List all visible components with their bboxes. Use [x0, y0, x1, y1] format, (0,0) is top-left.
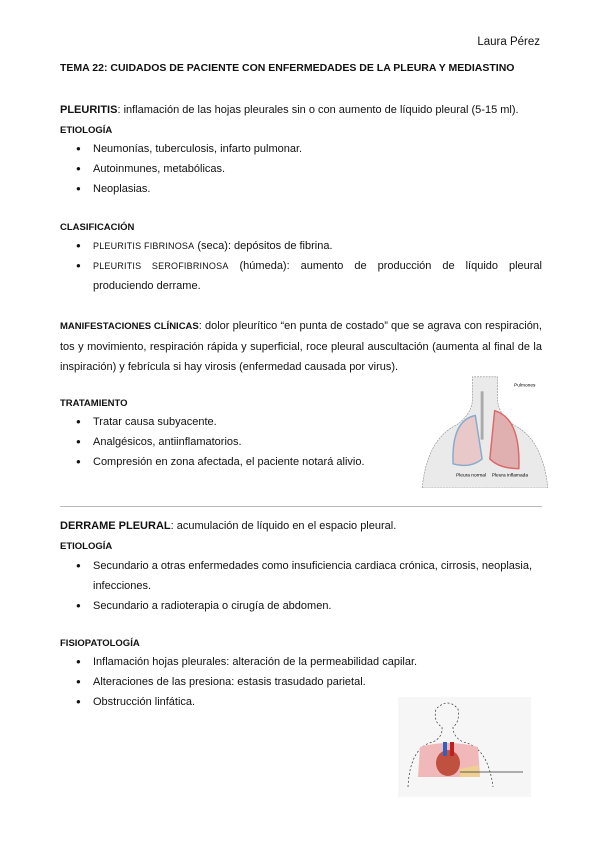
etiologia-list [60, 139, 302, 199]
lungs-illustration [412, 372, 558, 488]
heading-tratamiento: TRATAMIENTO [60, 398, 128, 409]
list-item [60, 236, 542, 256]
term: PLEURITIS FIBRINOSA [93, 241, 195, 251]
pleural-effusion-illustration [398, 697, 531, 797]
list-item: ● Neoplasias. [60, 179, 302, 199]
derrame-etiologia-list [60, 556, 542, 616]
list-item: ● Secundario a radioterapia o cirugía de abdomen. [60, 596, 542, 616]
heading-clasificacion: CLASIFICACIÓN [60, 222, 135, 233]
list-item: ● Secundario a otras enfermedades como insuficiencia cardiaca crónica, cirrosis, neoplasia, infecciones. [60, 556, 542, 596]
term: MANIFESTACIONES CLÍNICAS [60, 321, 199, 332]
manifestaciones [60, 316, 542, 377]
list-item: ● Analgésicos, antiinflamatorios. [60, 432, 365, 452]
list-item: ● Inflamación hojas pleurales: alteración de la permeabilidad capilar. [60, 652, 417, 672]
section-divider [60, 506, 542, 507]
list-item [60, 256, 542, 296]
term: PLEURITIS [60, 104, 118, 116]
page-title: TEMA 22: CUIDADOS DE PACIENTE CON ENFERMEDADES DE LA PLEURA Y MEDIASTINO [60, 62, 515, 74]
derrame-definition [60, 516, 542, 536]
list-item: ● Neumonías, tuberculosis, infarto pulmonar. [60, 139, 302, 159]
definition-text: : acumulación de líquido en el espacio pleural. [170, 520, 397, 532]
list-item: ● Alteraciones de las presiona: estasis trasudado parietal. [60, 672, 417, 692]
figure-label: Pleura inflamada [491, 473, 529, 479]
list-item: ● Compresión en zona afectada, el paciente notará alivio. [60, 452, 365, 472]
fisiopatologia-list [60, 652, 417, 712]
text: : dolor pleurítico “en punta de costado” que se agrava con respiración, tos y movimiento, respiración rápida y superficial, roce pleural auscultación (aumenta al final de la inspiración) y febrícula si hay virosis (enfermedad causada por virus). [60, 320, 542, 373]
pleuritis-definition [60, 100, 542, 120]
list-item: ● Obstrucción linfática. [60, 692, 417, 712]
figure-label: Pleura normal [456, 473, 487, 479]
definition-text: : inflamación de las hojas pleurales sin o con aumento de líquido pleural (5-15 ml). [117, 104, 519, 116]
author: Laura Pérez [477, 36, 540, 48]
heading-fisiopatologia: FISIOPATOLOGÍA [60, 638, 140, 649]
text: (seca): depósitos de fibrina. [194, 240, 333, 252]
term: PLEURITIS SEROFIBRINOSA [93, 261, 229, 271]
tratamiento-list [60, 412, 365, 472]
heading-etiologia: ETIOLOGÍA [60, 125, 113, 136]
clasificacion-list [60, 236, 542, 296]
list-item: ● Tratar causa subyacente. [60, 412, 365, 432]
term: DERRAME PLEURAL [60, 520, 171, 532]
list-item: ● Autoinmunes, metabólicas. [60, 159, 302, 179]
heading-etiologia: ETIOLOGÍA [60, 541, 113, 552]
figure-label: Pulmones [514, 383, 536, 389]
text: (húmeda): aumento de producción de líquido pleural produciendo derrame. [93, 260, 542, 292]
